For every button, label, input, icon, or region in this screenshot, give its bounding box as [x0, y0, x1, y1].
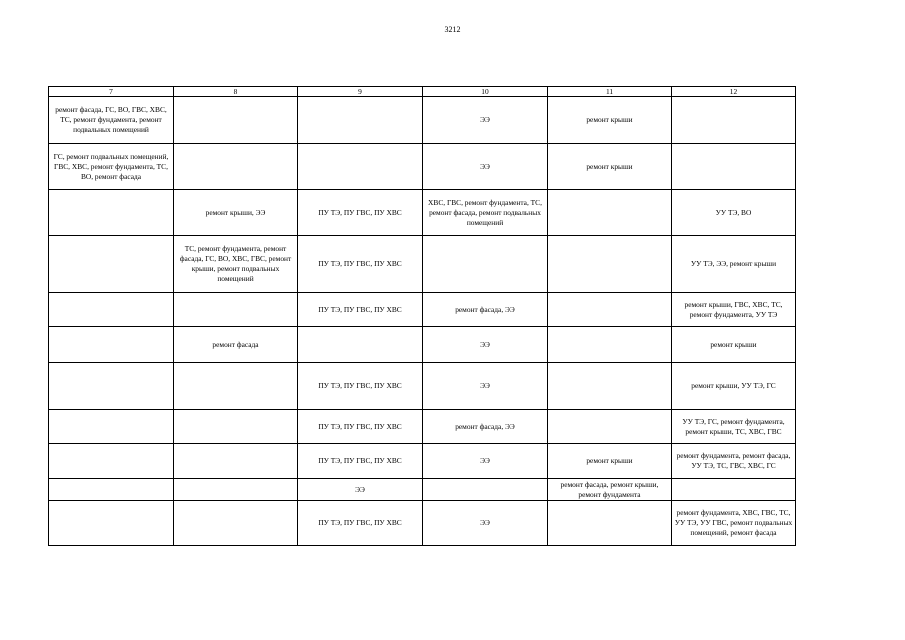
table-cell [49, 363, 174, 410]
table-cell [548, 293, 672, 327]
table-row [49, 501, 796, 546]
table-cell: ПУ ТЭ, ПУ ГВС, ПУ ХВС [298, 236, 423, 293]
table-cell: ЭЭ [423, 327, 548, 363]
table-cell [174, 410, 298, 444]
table-cell: ГС, ремонт подвальных помещений, ГВС, ХВС, ремонт фундамента, ТС, ВО, ремонт фасада [49, 144, 174, 190]
table-cell [174, 363, 298, 410]
table-cell: ремонт фасада, ГС, ВО, ГВС, ХВС, ТС, ремонт фундамента, ремонт подвальных помещений [49, 97, 174, 144]
table-cell [49, 327, 174, 363]
column-header: 8 [174, 87, 298, 97]
table-cell [49, 444, 174, 479]
table-cell: УУ ТЭ, ГС, ремонт фундамента, ремонт крыши, ТС, ХВС, ГВС [672, 410, 796, 444]
header-row [49, 87, 796, 97]
table-cell: ПУ ТЭ, ПУ ГВС, ПУ ХВС [298, 444, 423, 479]
table-row [49, 236, 796, 293]
table-cell [298, 97, 423, 144]
table-row [49, 363, 796, 410]
table-row [49, 410, 796, 444]
table-cell [174, 479, 298, 501]
table-cell [548, 327, 672, 363]
table-cell: ремонт фасада [174, 327, 298, 363]
table-row [49, 97, 796, 144]
table-cell: УУ ТЭ, ВО [672, 190, 796, 236]
table-cell [672, 97, 796, 144]
table-row [49, 444, 796, 479]
table-cell: ЭЭ [423, 144, 548, 190]
table-cell [548, 190, 672, 236]
table-cell: ПУ ТЭ, ПУ ГВС, ПУ ХВС [298, 410, 423, 444]
column-header: 11 [548, 87, 672, 97]
column-header: 9 [298, 87, 423, 97]
table-cell: ремонт крыши [548, 144, 672, 190]
table-cell [174, 293, 298, 327]
table-cell: ЭЭ [423, 97, 548, 144]
table-cell: ремонт фасада, ЭЭ [423, 410, 548, 444]
table-row [49, 293, 796, 327]
table-cell [174, 444, 298, 479]
table-cell [672, 479, 796, 501]
table-row [49, 479, 796, 501]
table-cell: ПУ ТЭ, ПУ ГВС, ПУ ХВС [298, 293, 423, 327]
table-cell: ремонт фасада, ЭЭ [423, 293, 548, 327]
table-cell [174, 97, 298, 144]
table-cell [548, 363, 672, 410]
table-cell: ЭЭ [298, 479, 423, 501]
table-cell [49, 410, 174, 444]
table-cell: ЭЭ [423, 444, 548, 479]
table-cell: ремонт крыши [672, 327, 796, 363]
table-cell: ЭЭ [423, 363, 548, 410]
table-cell: ремонт фундамента, ХВС, ГВС, ТС, УУ ТЭ, УУ ГВС, ремонт подвальных помещений, ремонт фасада [672, 501, 796, 546]
table-cell [174, 501, 298, 546]
table-cell [49, 236, 174, 293]
column-header: 12 [672, 87, 796, 97]
table-cell [174, 144, 298, 190]
table-cell [423, 479, 548, 501]
table-cell [49, 293, 174, 327]
table-cell [423, 236, 548, 293]
page-number: 3212 [444, 25, 461, 34]
table-cell: ремонт крыши, УУ ТЭ, ГС [672, 363, 796, 410]
repair-schedule-table [48, 86, 796, 546]
table-cell: ПУ ТЭ, ПУ ГВС, ПУ ХВС [298, 501, 423, 546]
table-cell: УУ ТЭ, ЭЭ, ремонт крыши [672, 236, 796, 293]
table-cell [548, 501, 672, 546]
table-cell [298, 144, 423, 190]
table-cell [548, 410, 672, 444]
table-cell [49, 479, 174, 501]
table-cell [49, 501, 174, 546]
table-row [49, 327, 796, 363]
table-cell: ремонт фундамента, ремонт фасада, УУ ТЭ, ТС, ГВС, ХВС, ГС [672, 444, 796, 479]
table-row [49, 144, 796, 190]
table-cell [548, 236, 672, 293]
column-header: 10 [423, 87, 548, 97]
table-cell: ремонт фасада, ремонт крыши, ремонт фундамента [548, 479, 672, 501]
table-cell: ПУ ТЭ, ПУ ГВС, ПУ ХВС [298, 363, 423, 410]
table-cell: ремонт крыши, ГВС, ХВС, ТС, ремонт фундамента, УУ ТЭ [672, 293, 796, 327]
table-cell [49, 190, 174, 236]
table-cell: ремонт крыши [548, 444, 672, 479]
table-cell [298, 327, 423, 363]
table-cell: ЭЭ [423, 501, 548, 546]
table-row [49, 190, 796, 236]
table-cell: ремонт крыши, ЭЭ [174, 190, 298, 236]
table-cell: ТС, ремонт фундамента, ремонт фасада, ГС, ВО, ХВС, ГВС, ремонт крыши, ремонт подвальных помещений [174, 236, 298, 293]
table-cell [672, 144, 796, 190]
table-cell: ПУ ТЭ, ПУ ГВС, ПУ ХВС [298, 190, 423, 236]
table-cell: ХВС, ГВС, ремонт фундамента, ТС, ремонт фасада, ремонт подвальных помещений [423, 190, 548, 236]
table-cell: ремонт крыши [548, 97, 672, 144]
column-header: 7 [49, 87, 174, 97]
